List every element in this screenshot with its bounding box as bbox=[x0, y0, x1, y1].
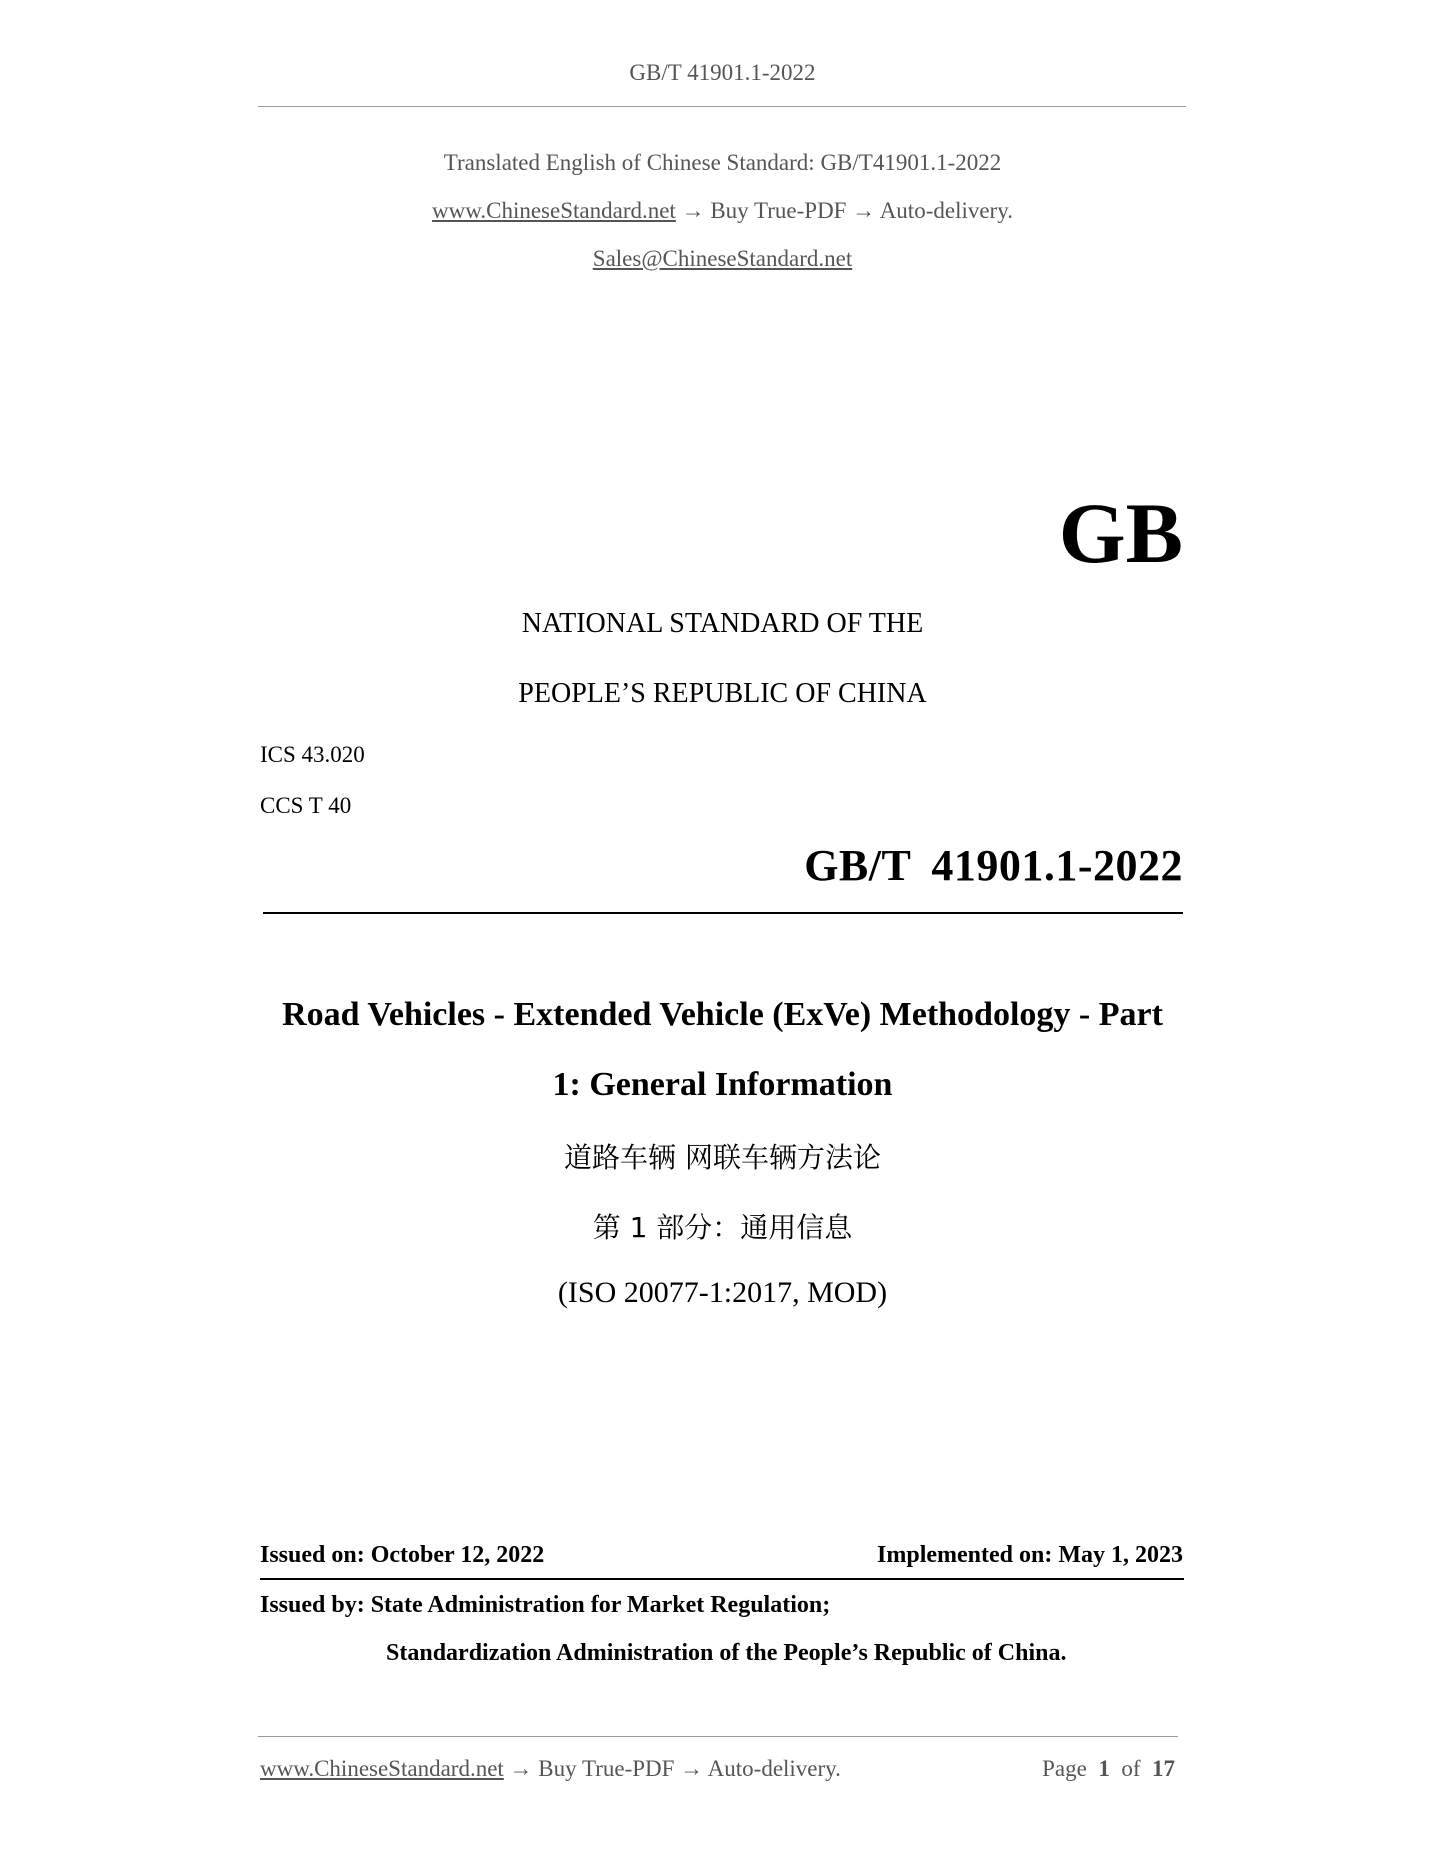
site-link[interactable]: www.ChineseStandard.net bbox=[432, 198, 676, 223]
footer-buy-text: → Buy True-PDF → Auto-delivery. bbox=[509, 1756, 841, 1781]
issued-by-line2: Standardization Administration of the People’s Republic of China. bbox=[386, 1640, 1067, 1666]
page-indicator bbox=[1042, 1756, 1175, 1782]
national-standard-line1: NATIONAL STANDARD OF THE bbox=[521, 608, 924, 639]
issued-on-date: Issued on: October 12, 2022 bbox=[260, 1542, 545, 1568]
buy-text: → Buy True-PDF → Auto-delivery. bbox=[681, 198, 1013, 223]
standard-code: 41901.1-2022 bbox=[931, 841, 1183, 890]
page-total: 17 bbox=[1152, 1756, 1175, 1781]
standard-number-divider bbox=[263, 912, 1183, 914]
iso-reference: (ISO 20077-1:2017, MOD) bbox=[557, 1276, 888, 1309]
running-header: GB/T 41901.1-2022 bbox=[629, 60, 816, 85]
sales-notice bbox=[0, 246, 1445, 272]
gb-logo: GB bbox=[1058, 485, 1183, 581]
translation-notice: Translated English of Chinese Standard: GB/T41901.1-2022 bbox=[443, 150, 1002, 175]
ics-code: ICS 43.020 bbox=[260, 742, 365, 767]
footer-site-link[interactable]: www.ChineseStandard.net bbox=[260, 1756, 504, 1781]
title-english-line2: 1: General Information bbox=[552, 1066, 893, 1103]
ccs-code: CCS T 40 bbox=[260, 793, 352, 818]
standard-number bbox=[804, 840, 1183, 891]
implemented-on-date: Implemented on: May 1, 2023 bbox=[877, 1542, 1183, 1568]
national-standard-line2: PEOPLE’S REPUBLIC OF CHINA bbox=[518, 678, 927, 709]
dates-divider bbox=[260, 1578, 1184, 1580]
standard-prefix: GB/T bbox=[804, 841, 912, 890]
title-english-line1: Road Vehicles - Extended Vehicle (ExVe) Methodology - Part bbox=[282, 996, 1163, 1033]
sales-email-link[interactable]: Sales@ChineseStandard.net bbox=[592, 246, 853, 271]
page-label: Page bbox=[1042, 1756, 1087, 1781]
page-current: 1 bbox=[1098, 1756, 1110, 1781]
footer-divider bbox=[258, 1736, 1178, 1737]
buy-notice bbox=[0, 198, 1445, 224]
issued-by-line1: Issued by: State Administration for Market Regulation; bbox=[260, 1592, 831, 1618]
title-chinese-line2: 第 1 部分：通用信息 bbox=[592, 1211, 853, 1244]
header-divider bbox=[258, 106, 1186, 107]
of-label: of bbox=[1121, 1756, 1141, 1781]
footer-buy-notice bbox=[260, 1756, 841, 1782]
title-chinese-line1: 道路车辆 网联车辆方法论 bbox=[564, 1141, 881, 1174]
